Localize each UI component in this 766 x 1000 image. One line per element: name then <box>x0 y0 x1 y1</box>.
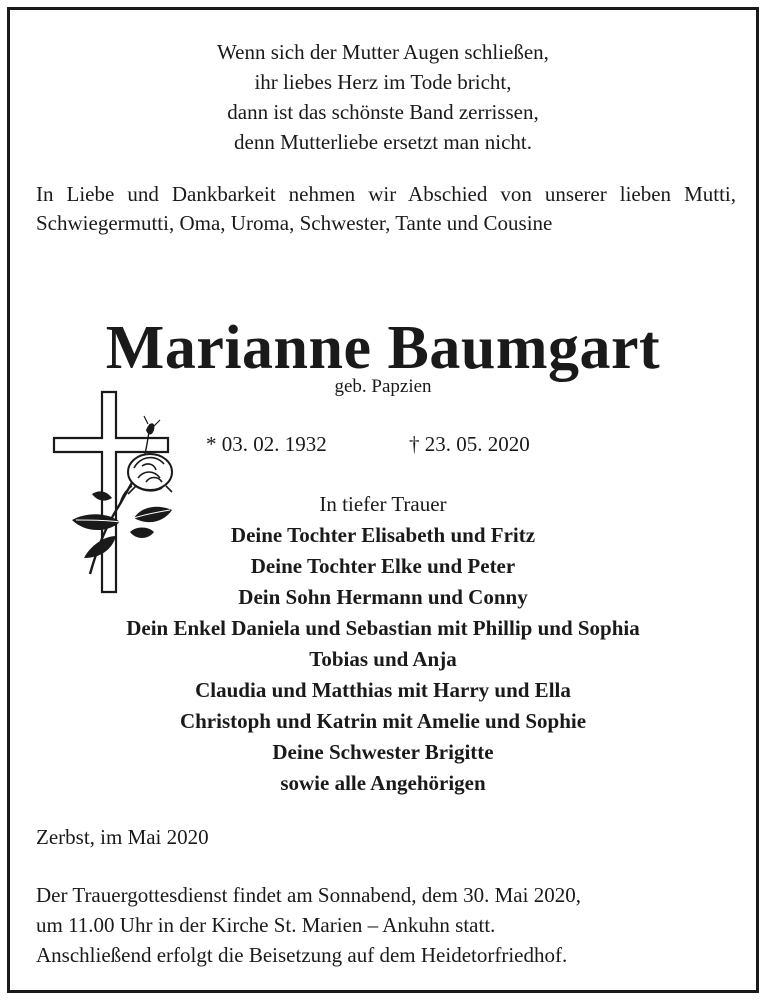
obituary-notice <box>7 7 759 993</box>
life-dates <box>206 430 706 458</box>
mourner-line: Claudia und Matthias mit Harry und Ella <box>195 678 571 702</box>
mourner-line: Dein Enkel Daniela und Sebastian mit Phillip und Sophia <box>126 616 640 640</box>
mourner-line: sowie alle Angehörigen <box>280 771 486 795</box>
birth-date: * 03. 02. 1932 <box>206 432 327 456</box>
mourner-line: Tobias und Anja <box>309 647 457 671</box>
mourning-heading: In tiefer Trauer <box>319 492 447 516</box>
service-line: Anschließend erfolgt die Beisetzung auf dem Heidetorfriedhof. <box>36 943 568 967</box>
service-line: Der Trauergottesdienst findet am Sonnabend, dem 30. Mai 2020, <box>36 883 581 907</box>
service-line: um 11.00 Uhr in der Kirche St. Marien – Ankuhn statt. <box>36 913 496 937</box>
poem-line: denn Mutterliebe ersetzt man nicht. <box>234 130 532 154</box>
deceased-name: Marianne Baumgart <box>105 314 661 382</box>
death-date: † 23. 05. 2020 <box>409 432 530 456</box>
mourners-list <box>10 489 756 799</box>
poem-line: Wenn sich der Mutter Augen schließen, <box>217 40 549 64</box>
intro-text: In Liebe und Dankbarkeit nehmen wir Abschied von unserer lieben Mutti, Schwiegermutti, Oma, Uroma, Schwester, Tante und Cousine <box>36 182 736 235</box>
mourner-line: Deine Schwester Brigitte <box>272 740 494 764</box>
place-date: Zerbst, im Mai 2020 <box>36 825 209 849</box>
poem <box>10 37 756 157</box>
mourner-line: Deine Tochter Elisabeth und Fritz <box>230 523 536 547</box>
mourner-line: Dein Sohn Hermann und Conny <box>238 585 528 609</box>
mourner-line: Christoph und Katrin mit Amelie und Sophie <box>179 709 587 733</box>
funeral-service-info <box>36 880 736 970</box>
birth-name: geb. Papzien <box>334 376 432 397</box>
poem-line: ihr liebes Herz im Tode bricht, <box>254 70 512 94</box>
poem-line: dann ist das schönste Band zerrissen, <box>227 100 539 124</box>
mourner-line: Deine Tochter Elke und Peter <box>250 554 516 578</box>
